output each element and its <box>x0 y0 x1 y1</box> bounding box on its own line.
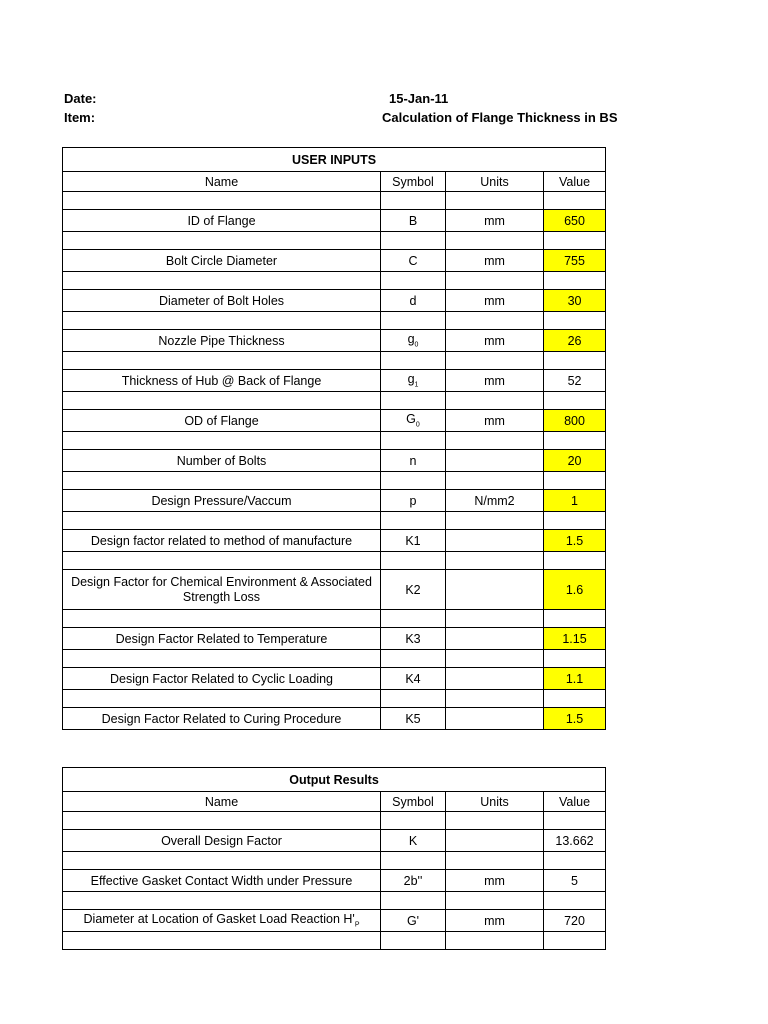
empty-cell <box>544 552 606 570</box>
row-value: 1.15 <box>544 628 606 650</box>
row-symbol <box>381 530 446 552</box>
row-name <box>63 450 381 472</box>
empty-cell <box>544 512 606 530</box>
subscript: P <box>354 921 360 929</box>
empty-cell <box>63 512 381 530</box>
table-row <box>63 330 606 352</box>
table-row <box>63 870 606 892</box>
row-symbol-text: K1 <box>405 533 421 548</box>
empty-cell <box>446 932 544 950</box>
row-name-text: Diameter at Location of Gasket Load Reaction H' <box>83 912 355 927</box>
user-inputs-title: USER INPUTS <box>63 148 606 172</box>
row-value: 800 <box>544 410 606 432</box>
row-name-text: Design Factor for Chemical Environment & Associated Strength Loss <box>71 574 372 604</box>
row-name-text: OD of Flange <box>184 413 259 428</box>
row-symbol-text: B <box>408 213 418 228</box>
row-name <box>63 370 381 392</box>
empty-cell <box>544 650 606 668</box>
table-row <box>63 628 606 650</box>
spacer-row <box>63 852 606 870</box>
row-name <box>63 210 381 232</box>
row-symbol-text: K <box>408 833 418 848</box>
empty-cell <box>63 232 381 250</box>
spacer-row <box>63 650 606 668</box>
row-name-text: Design Pressure/Vaccum <box>151 493 292 508</box>
row-name-text: Nozzle Pipe Thickness <box>158 333 285 348</box>
row-units: mm <box>446 910 544 932</box>
row-name <box>63 290 381 312</box>
spacer-row <box>63 610 606 628</box>
row-value: 1.5 <box>544 530 606 552</box>
row-symbol <box>381 330 446 352</box>
empty-cell <box>381 932 446 950</box>
spacer-row <box>63 932 606 950</box>
table-row <box>63 210 606 232</box>
empty-cell <box>63 352 381 370</box>
empty-cell <box>63 852 381 870</box>
row-symbol <box>381 628 446 650</box>
empty-cell <box>381 272 446 290</box>
empty-cell <box>63 610 381 628</box>
row-symbol <box>381 708 446 730</box>
row-symbol-text: G' <box>406 913 420 928</box>
empty-cell <box>381 192 446 210</box>
empty-cell <box>63 312 381 330</box>
date-value: 15-Jan-11 <box>389 91 449 106</box>
table-row <box>63 490 606 512</box>
row-symbol <box>381 450 446 472</box>
empty-cell <box>446 192 544 210</box>
row-value: 52 <box>544 370 606 392</box>
subscript: 0 <box>414 341 419 349</box>
spacer-row <box>63 232 606 250</box>
row-symbol-text: d <box>409 293 417 308</box>
empty-cell <box>63 650 381 668</box>
subscript: 1 <box>414 381 419 389</box>
empty-cell <box>446 892 544 910</box>
empty-cell <box>381 432 446 450</box>
spacer-row <box>63 892 606 910</box>
item-value: Calculation of Flange Thickness in BS <box>382 110 618 125</box>
row-symbol <box>381 830 446 852</box>
row-units: mm <box>446 370 544 392</box>
empty-cell <box>63 932 381 950</box>
row-name <box>63 530 381 552</box>
row-symbol-text: p <box>409 493 417 508</box>
row-units <box>446 668 544 690</box>
row-value: 13.662 <box>544 830 606 852</box>
empty-cell <box>544 392 606 410</box>
table-row <box>63 830 606 852</box>
row-units: mm <box>446 410 544 432</box>
spacer-row <box>63 512 606 530</box>
col-header-value: Value <box>544 792 606 812</box>
row-value: 1.1 <box>544 668 606 690</box>
empty-cell <box>381 312 446 330</box>
empty-cell <box>381 892 446 910</box>
row-name-text: Design Factor Related to Cyclic Loading <box>109 671 334 686</box>
empty-cell <box>446 272 544 290</box>
empty-cell <box>544 812 606 830</box>
empty-cell <box>544 932 606 950</box>
row-units: mm <box>446 870 544 892</box>
row-symbol <box>381 410 446 432</box>
row-symbol-text: n <box>409 453 417 468</box>
col-header-units: Units <box>446 792 544 812</box>
row-symbol <box>381 290 446 312</box>
row-symbol <box>381 910 446 932</box>
empty-cell <box>544 690 606 708</box>
row-name-text: Bolt Circle Diameter <box>165 253 278 268</box>
empty-cell <box>63 892 381 910</box>
row-name <box>63 410 381 432</box>
empty-cell <box>544 272 606 290</box>
empty-cell <box>63 472 381 490</box>
empty-cell <box>446 232 544 250</box>
row-name <box>63 910 381 932</box>
output-results-title: Output Results <box>63 768 606 792</box>
user-inputs-body <box>63 192 606 730</box>
empty-cell <box>544 312 606 330</box>
empty-cell <box>381 552 446 570</box>
date-label: Date: <box>64 91 97 106</box>
row-name <box>63 628 381 650</box>
empty-cell <box>381 232 446 250</box>
empty-cell <box>544 192 606 210</box>
output-results-body <box>63 812 606 950</box>
row-symbol <box>381 210 446 232</box>
row-symbol-text: g <box>407 332 415 347</box>
row-value: 1 <box>544 490 606 512</box>
empty-cell <box>381 650 446 668</box>
row-name <box>63 668 381 690</box>
empty-cell <box>381 392 446 410</box>
row-symbol <box>381 668 446 690</box>
row-units <box>446 628 544 650</box>
row-name-text: Overall Design Factor <box>161 833 282 848</box>
row-value: 26 <box>544 330 606 352</box>
row-name <box>63 870 381 892</box>
item-label: Item: <box>64 110 96 125</box>
spacer-row <box>63 472 606 490</box>
row-value: 5 <box>544 870 606 892</box>
row-units: mm <box>446 250 544 272</box>
row-symbol-text: K2 <box>405 582 421 597</box>
spacer-row <box>63 272 606 290</box>
row-symbol-text: g <box>407 372 415 387</box>
row-name-text: Diameter of Bolt Holes <box>158 293 285 308</box>
empty-cell <box>381 812 446 830</box>
user-inputs-table <box>62 147 606 730</box>
table-row <box>63 708 606 730</box>
row-units <box>446 570 544 610</box>
table-row <box>63 370 606 392</box>
empty-cell <box>446 352 544 370</box>
empty-cell <box>381 852 446 870</box>
spacer-row <box>63 690 606 708</box>
row-name-text: Thickness of Hub @ Back of Flange <box>121 373 322 388</box>
spacer-row <box>63 812 606 830</box>
row-name-text: Number of Bolts <box>176 453 267 468</box>
row-units: mm <box>446 210 544 232</box>
empty-cell <box>446 392 544 410</box>
row-symbol-text: C <box>408 253 418 268</box>
table-row <box>63 450 606 472</box>
empty-cell <box>544 232 606 250</box>
row-name <box>63 708 381 730</box>
table-row <box>63 410 606 432</box>
row-value: 1.6 <box>544 570 606 610</box>
empty-cell <box>381 512 446 530</box>
spacer-row <box>63 312 606 330</box>
row-symbol <box>381 490 446 512</box>
empty-cell <box>381 472 446 490</box>
empty-cell <box>544 892 606 910</box>
empty-cell <box>446 312 544 330</box>
row-symbol <box>381 370 446 392</box>
spacer-row <box>63 552 606 570</box>
empty-cell <box>63 432 381 450</box>
empty-cell <box>63 812 381 830</box>
row-symbol <box>381 870 446 892</box>
row-value: 30 <box>544 290 606 312</box>
row-symbol-text: 2b'' <box>403 873 423 888</box>
row-name <box>63 330 381 352</box>
table-row <box>63 530 606 552</box>
empty-cell <box>446 552 544 570</box>
row-name-text: Effective Gasket Contact Width under Pressure <box>90 873 353 888</box>
empty-cell <box>544 432 606 450</box>
row-units <box>446 708 544 730</box>
row-units <box>446 530 544 552</box>
row-name-text: ID of Flange <box>187 213 256 228</box>
empty-cell <box>381 690 446 708</box>
table-row <box>63 570 606 610</box>
row-symbol-text: K3 <box>405 631 421 646</box>
row-name <box>63 490 381 512</box>
row-value: 650 <box>544 210 606 232</box>
row-symbol <box>381 250 446 272</box>
row-name-text: Design Factor Related to Curing Procedure <box>101 711 342 726</box>
row-value: 720 <box>544 910 606 932</box>
row-value: 20 <box>544 450 606 472</box>
empty-cell <box>63 192 381 210</box>
col-header-name: Name <box>63 792 381 812</box>
row-units <box>446 830 544 852</box>
empty-cell <box>381 352 446 370</box>
empty-cell <box>544 852 606 870</box>
row-symbol <box>381 570 446 610</box>
spacer-row <box>63 432 606 450</box>
empty-cell <box>544 352 606 370</box>
row-value: 755 <box>544 250 606 272</box>
empty-cell <box>544 610 606 628</box>
col-header-units: Units <box>446 172 544 192</box>
row-symbol-text: K5 <box>405 711 421 726</box>
row-symbol-text: G <box>406 412 416 427</box>
subscript: 0 <box>415 421 420 429</box>
col-header-value: Value <box>544 172 606 192</box>
empty-cell <box>381 610 446 628</box>
empty-cell <box>63 690 381 708</box>
table-row <box>63 910 606 932</box>
empty-cell <box>446 650 544 668</box>
empty-cell <box>446 432 544 450</box>
spacer-row <box>63 192 606 210</box>
row-units: N/mm2 <box>446 490 544 512</box>
table-row <box>63 250 606 272</box>
spacer-row <box>63 352 606 370</box>
row-units <box>446 450 544 472</box>
table-row <box>63 668 606 690</box>
row-units: mm <box>446 330 544 352</box>
row-symbol-text: K4 <box>405 671 421 686</box>
empty-cell <box>63 272 381 290</box>
row-name <box>63 570 381 610</box>
col-header-name: Name <box>63 172 381 192</box>
empty-cell <box>446 512 544 530</box>
row-name-text: Design Factor Related to Temperature <box>115 631 328 646</box>
empty-cell <box>63 392 381 410</box>
row-name-text: Design factor related to method of manufacture <box>90 533 353 548</box>
col-header-symbol: Symbol <box>381 172 446 192</box>
empty-cell <box>544 472 606 490</box>
row-units: mm <box>446 290 544 312</box>
empty-cell <box>446 852 544 870</box>
row-value: 1.5 <box>544 708 606 730</box>
spacer-row <box>63 392 606 410</box>
col-header-symbol: Symbol <box>381 792 446 812</box>
empty-cell <box>446 472 544 490</box>
output-results-table <box>62 767 606 950</box>
row-name <box>63 830 381 852</box>
row-name <box>63 250 381 272</box>
empty-cell <box>446 610 544 628</box>
empty-cell <box>63 552 381 570</box>
table-row <box>63 290 606 312</box>
empty-cell <box>446 690 544 708</box>
empty-cell <box>446 812 544 830</box>
